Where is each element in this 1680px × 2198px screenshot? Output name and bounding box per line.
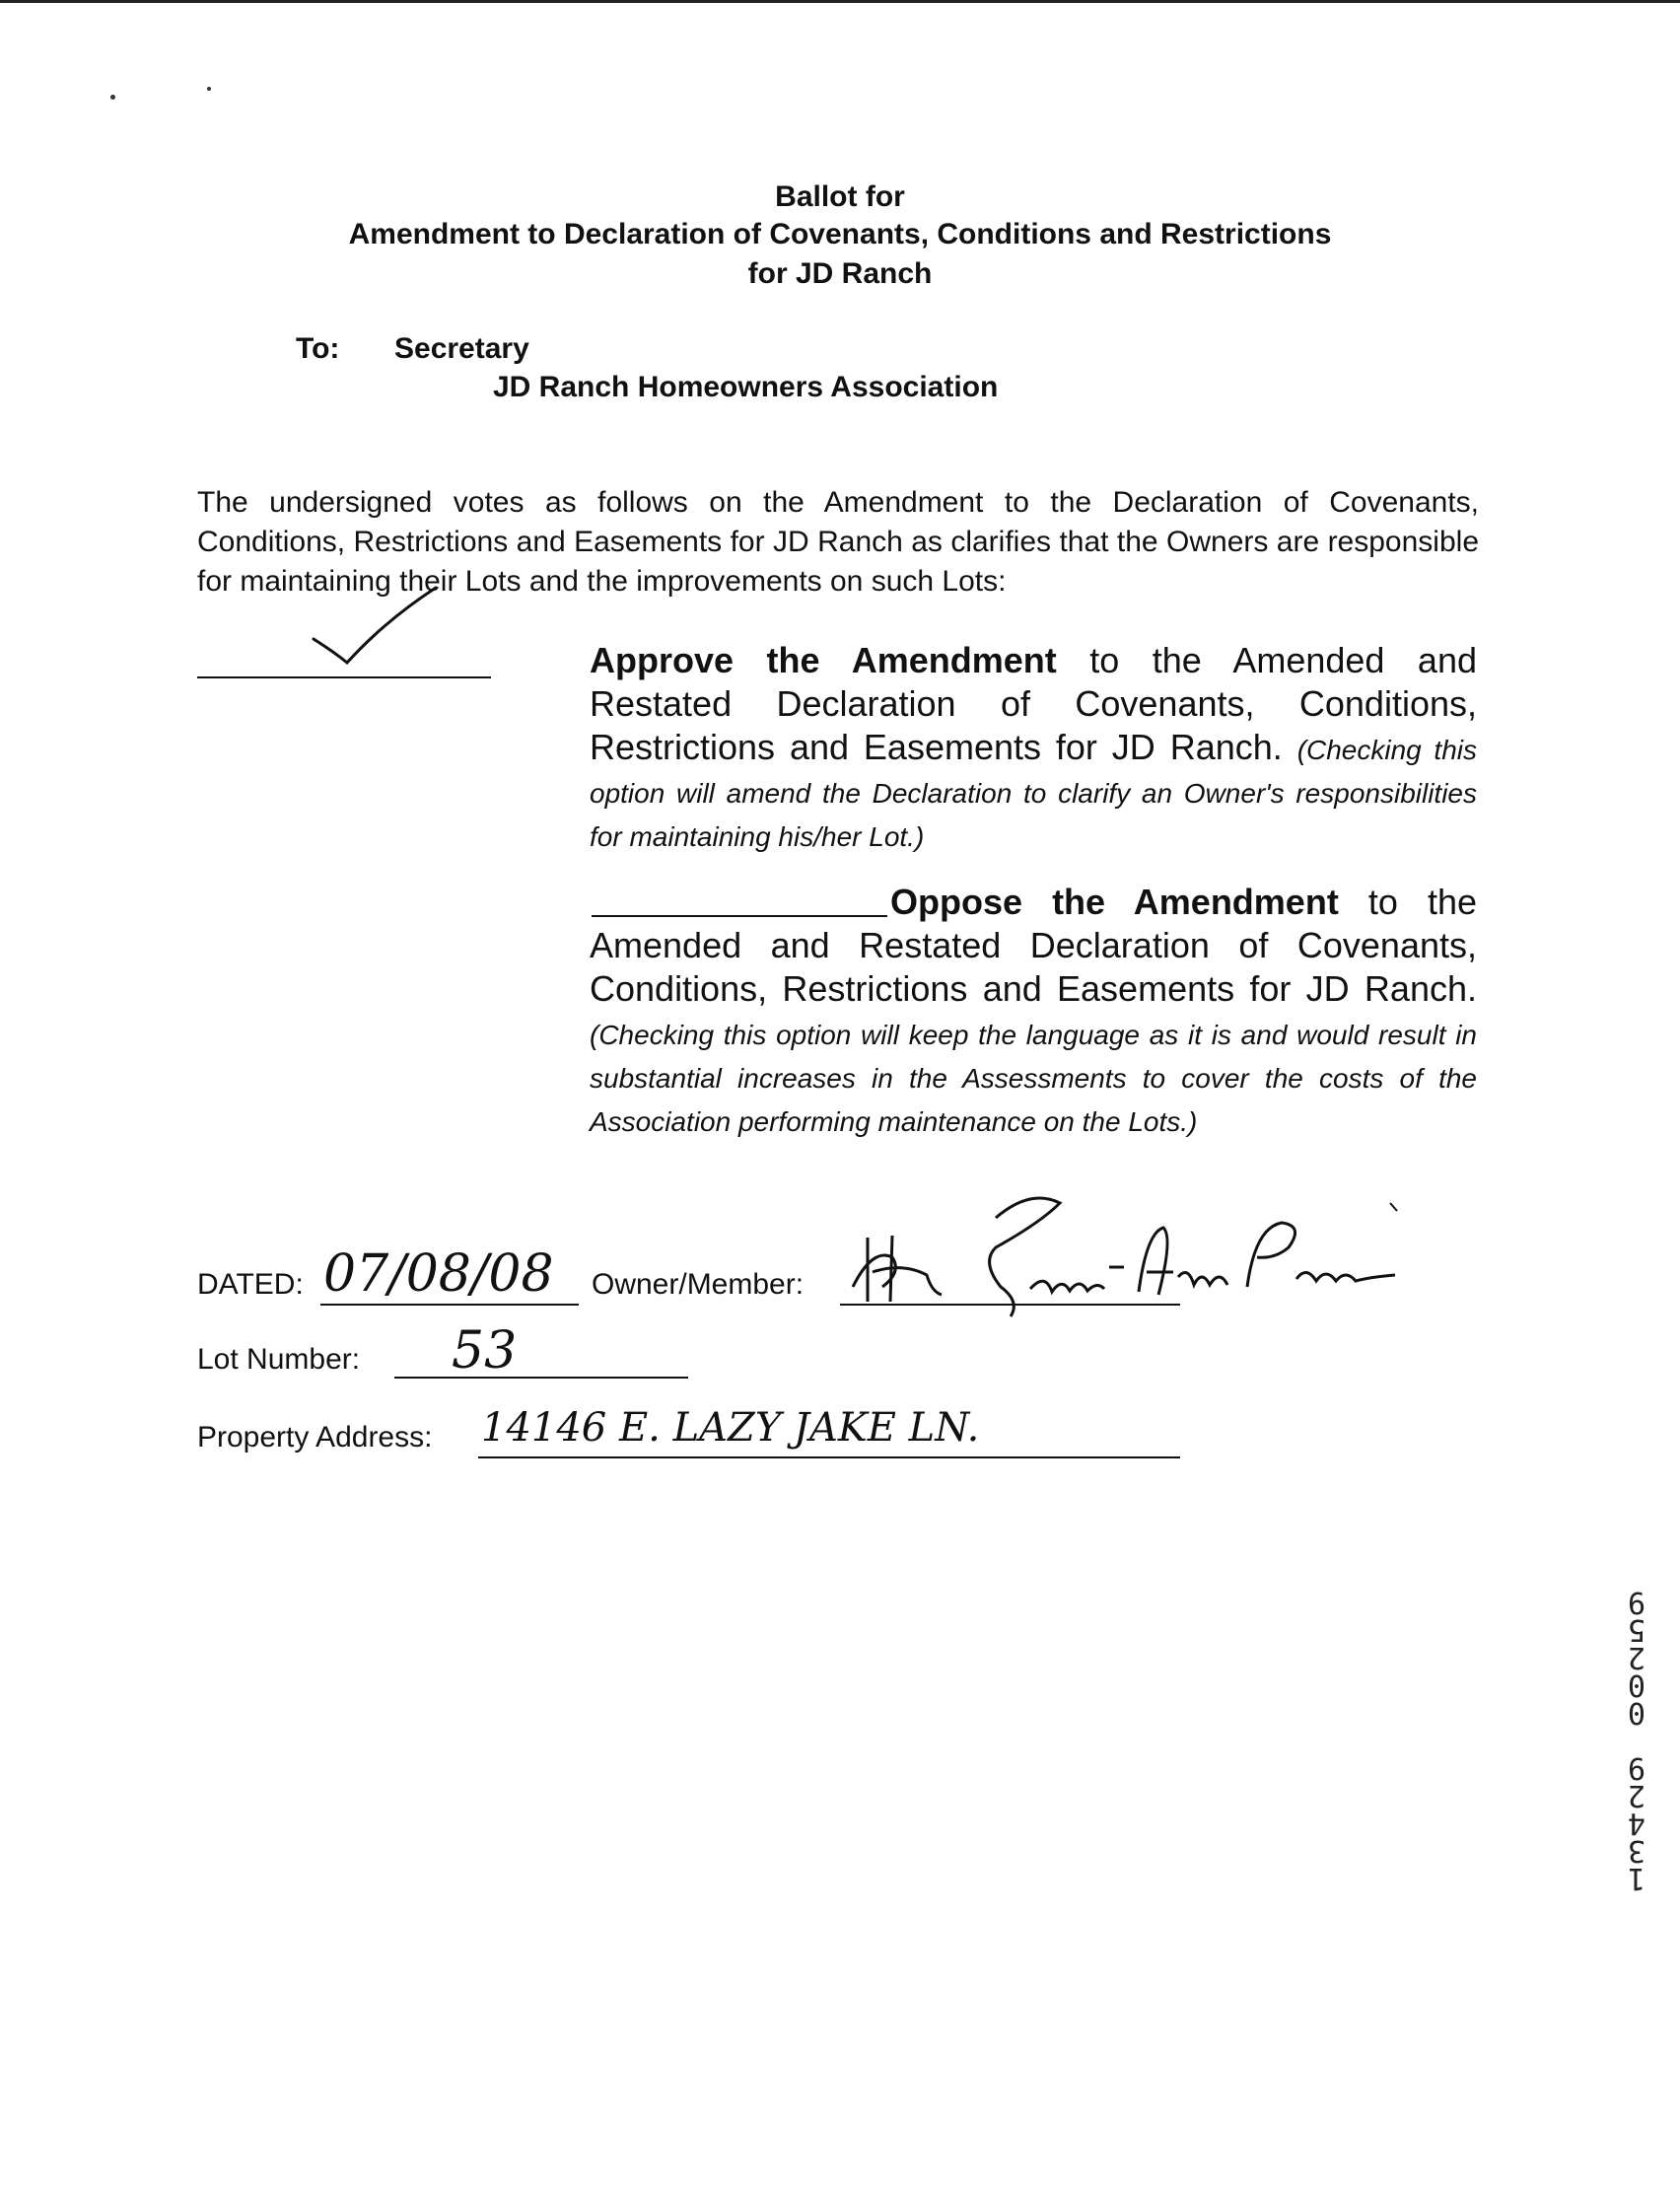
recipient-association: JD Ranch Homeowners Association xyxy=(493,371,999,403)
stamp-digit: 2 xyxy=(1627,1640,1646,1674)
checkmark-icon xyxy=(306,582,444,671)
approve-heading: Approve the Amendment xyxy=(590,640,1057,680)
owner-member-label: Owner/Member: xyxy=(592,1268,805,1301)
property-address-line[interactable] xyxy=(478,1456,1180,1458)
stamp-digit: 5 xyxy=(1627,1612,1646,1647)
approve-note: (Checking this option will amend the Declaration to clarify an Owner's responsibilities for maintaining his/her Lot.) xyxy=(590,735,1477,852)
lot-number-label: Lot Number: xyxy=(197,1343,361,1376)
approve-checkbox-line[interactable] xyxy=(197,676,491,678)
dated-label: DATED: xyxy=(197,1268,304,1301)
oppose-text: to the Amended and Restated Declaration of Covenants, Conditions, Restrictions and Easements for JD Ranch. xyxy=(590,882,1477,1009)
property-address-label: Property Address: xyxy=(197,1421,433,1454)
scan-speck xyxy=(110,95,115,100)
stamp-digit: 0 xyxy=(1627,1695,1646,1730)
lot-number-line[interactable] xyxy=(394,1377,688,1379)
ballot-subtitle-ranch: for JD Ranch xyxy=(747,257,933,290)
stamp-digit: 0 xyxy=(1627,1667,1646,1702)
top-border xyxy=(0,0,1680,3)
to-label: To: xyxy=(296,332,340,365)
recipient-title: Secretary xyxy=(394,332,529,365)
oppose-note: (Checking this option will keep the language as it is and would result in substantial increases in the Assessments to cover the costs of the Association performing maintenance on the Lots.) xyxy=(590,1020,1477,1137)
stamp-digit xyxy=(1617,1726,1656,1753)
stamp-digit: 2 xyxy=(1627,1778,1646,1812)
approve-option xyxy=(590,639,1477,856)
ballot-title: Ballot for xyxy=(775,180,905,213)
stamp-digit: 1 xyxy=(1627,1861,1646,1895)
approve-text: to the Amended and Restated Declaration of Covenants, Conditions, Restrictions and Easements for JD Ranch. xyxy=(590,640,1477,767)
stamp-digit: 4 xyxy=(1627,1806,1646,1840)
dated-value: 07/08/08 xyxy=(323,1244,554,1304)
oppose-option xyxy=(590,881,1477,1141)
stamp-digit: 9 xyxy=(1627,1585,1646,1619)
lot-number-value: 53 xyxy=(452,1321,518,1381)
dated-line[interactable] xyxy=(320,1304,579,1306)
oppose-heading: Oppose the Amendment xyxy=(890,882,1339,922)
scan-speck xyxy=(207,87,211,91)
signature-image xyxy=(833,1178,1444,1326)
stamp-digit: 9 xyxy=(1627,1750,1646,1785)
ballot-subtitle: Amendment to Declaration of Covenants, Conditions and Restrictions xyxy=(348,218,1332,250)
stamp-digit: 3 xyxy=(1627,1833,1646,1868)
property-address-value: 14146 E. LAZY JAKE LN. xyxy=(481,1405,980,1451)
document-stamp-number xyxy=(1617,1585,1656,1895)
intro-paragraph: The undersigned votes as follows on the Amendment to the Declaration of Covenants, Conditions, Restrictions and Easements for JD Ranch as clarifies that the Owners are responsible for maintaining their Lots and the improvements on such Lots: xyxy=(197,486,1479,598)
